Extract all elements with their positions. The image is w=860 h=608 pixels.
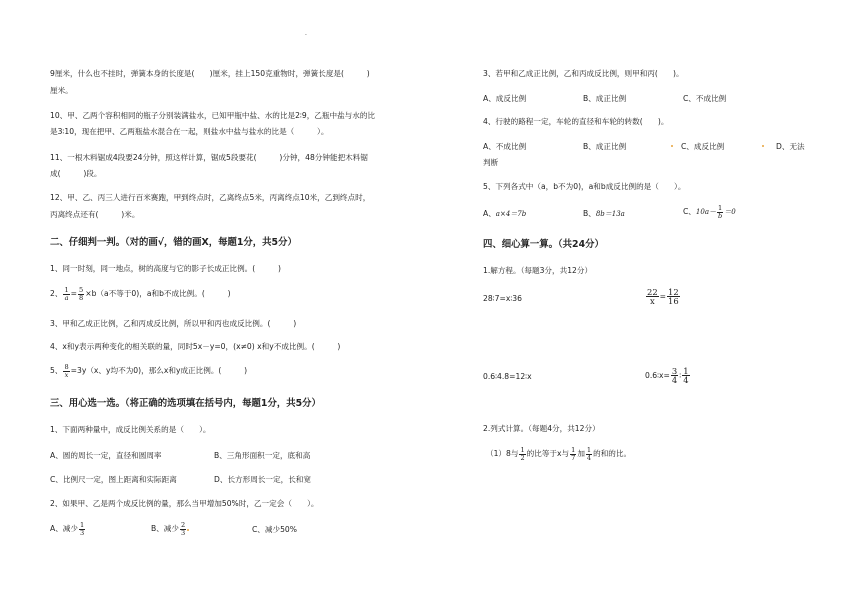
equation-4 <box>645 367 691 385</box>
choice-q1-option-b: B、三角形面积一定，底和高 <box>214 451 311 460</box>
choice-question-1: 1、下面两种量中，成反比例关系的是（ ）。 <box>50 425 211 434</box>
question-11-line2: 成( )段。 <box>50 169 102 178</box>
word-problem-1-suffix: 的和的比。 <box>593 449 632 459</box>
section-4-sub-1: 1.解方程。（每题3分，共12分） <box>483 266 593 275</box>
right-q5-b-label: B、 <box>583 209 596 218</box>
equation-4-sep: ∶ <box>679 370 682 380</box>
choice-q2-option-a <box>50 522 86 536</box>
judge-q5-prefix: 5、 <box>50 366 63 376</box>
choice-q2-a-label: A、减少 <box>50 524 78 534</box>
question-12-line1: 12、甲、乙、丙三人进行百米赛跑，甲到终点时，乙离终点5米，丙离终点10米，乙到终点时， <box>50 193 371 202</box>
right-q4-option-d-cont: 判断 <box>483 158 499 167</box>
section-4-heading: 四、细心算一算。（共24分） <box>483 239 604 250</box>
section-4-sub-2: 2.列式计算。（每题4分，共12分） <box>483 424 600 433</box>
right-q4-option-d: D、无法 <box>776 142 805 151</box>
right-q3-option-b: B、成正比例 <box>583 94 627 103</box>
fraction-1-over-2: $\frac{1}{2}$ <box>520 446 525 462</box>
right-q5-b-expr: 8b＝13a <box>595 210 625 218</box>
question-10-line2: 是3∶10，现在把甲、乙两瓶盐水混合在一起，则盐水中盐与盐水的比是（ ）。 <box>50 127 329 136</box>
right-q5-c-expr-pre: 10a－ <box>695 208 716 217</box>
choice-question-2: 2、如果甲、乙是两个成反比例的量，那么当甲增加50%时，乙一定会（ ）。 <box>50 499 319 508</box>
equation-2-eq: = <box>659 291 667 301</box>
fraction-12-over-16: $\frac{12}{16}$ <box>668 287 679 307</box>
word-problem-1-mid1: 的比等于x与 <box>526 449 570 459</box>
fraction-1-over-a: $\frac{1}{a}$ <box>64 286 69 302</box>
judge-question-4: 4、x和y表示两种变化的相关联的量，同时5x－y=0，(x≠0) x和y不成比例。( ) <box>50 342 341 351</box>
word-problem-1 <box>486 447 631 461</box>
right-q3-option-a: A、成反比例 <box>483 94 527 103</box>
judge-q2-suffix: ×b（a不等于0)，a和b不成比例。( ) <box>85 289 231 299</box>
fraction-22-over-x: $\frac{22}{x}$ <box>647 287 658 307</box>
orange-mark <box>187 529 189 531</box>
question-11-line1: 11、一根木料锯成4段要24分钟，照这样计算，锯成5段要花( )分钟，48分钟能把木料锯 <box>50 153 368 162</box>
right-question-5: 5、下列各式中（a，b不为0)，a和b成反比例的是（ ）。 <box>483 182 686 191</box>
judge-q5-suffix: =3y（x、y均不为0)，那么x和y成正比例。( ) <box>70 366 248 376</box>
right-q4-option-c: C、成反比例 <box>681 142 725 151</box>
judge-q2-prefix: 2、 <box>50 289 63 299</box>
judge-question-5 <box>50 364 247 378</box>
right-q5-c-expr-post: ＝0 <box>724 208 736 217</box>
fraction-1-over-4: $\frac{1}{4}$ <box>683 366 689 386</box>
judge-question-1: 1、同一时刻，同一地点，树的高度与它的影子长成正比例。( ) <box>50 264 281 273</box>
right-q5-a-expr: a×4＝7b <box>495 210 527 218</box>
judge-question-2 <box>50 287 231 301</box>
right-q3-option-c: C、不成比例 <box>683 94 727 103</box>
right-q5-option-a <box>483 209 526 218</box>
choice-q2-b-label: B、减少 <box>151 524 179 534</box>
choice-q1-option-a: A、圆的周长一定，直径和圆周率 <box>50 451 162 460</box>
question-9-line2: 厘米。 <box>50 86 73 95</box>
section-2-heading: 二、仔细判一判。（对的画√，错的画X，每题1分，共5分） <box>50 237 297 248</box>
fraction-8-over-x: $\frac{8}{x}$ <box>64 363 69 379</box>
fraction-2-over-3: $\frac{2}{3}$ <box>181 521 186 537</box>
fraction-1-over-b: $\frac{1}{b}$ <box>718 204 723 220</box>
right-question-3: 3、若甲和乙成正比例，乙和丙成反比例，则甲和丙( )。 <box>483 69 684 78</box>
judge-q2-eq: = <box>70 289 78 299</box>
judge-question-3: 3、甲和乙成正比例，乙和丙成反比例，所以甲和丙也成反比例。( ) <box>50 319 297 328</box>
fraction-3-over-4: $\frac{3}{4}$ <box>671 366 678 386</box>
question-9-line1: 9厘米，什么也不挂时，弹簧本身的长度是( )厘米，挂上150克重物时，弹簧长度是( ) <box>50 69 370 78</box>
equation-1: 28∶7=x∶36 <box>483 294 522 303</box>
choice-q1-option-c: C、比例尺一定，图上距离和实际距离 <box>50 475 177 484</box>
choice-q2-option-c: C、减少50% <box>252 525 297 534</box>
orange-mark <box>671 145 673 147</box>
equation-2 <box>645 288 681 306</box>
choice-q2-option-b <box>151 522 187 536</box>
fraction-5-over-8: $\frac{5}{8}$ <box>79 286 84 302</box>
right-q5-option-b <box>583 209 625 218</box>
fraction-1-over-3: $\frac{1}{3}$ <box>79 521 85 537</box>
top-mark: . <box>305 30 307 37</box>
fraction-1-over-7: $\frac{1}{7}$ <box>571 446 576 462</box>
right-question-4: 4、行驶的路程一定，车轮的直径和车轮的转数( )。 <box>483 117 669 126</box>
orange-mark <box>762 145 764 147</box>
right-q4-option-a: A、不成比例 <box>483 142 527 151</box>
fraction-1-over-4: $\frac{1}{4}$ <box>586 446 592 462</box>
right-q5-a-label: A、 <box>483 209 496 218</box>
word-problem-1-prefix: （1）8与 <box>486 449 519 459</box>
right-q5-c-label: C、 <box>683 207 696 217</box>
section-3-heading: 三、用心选一选。（将正确的选项填在括号内，每题1分，共5分） <box>50 398 321 409</box>
equation-3: 0.6∶4.8=12∶x <box>483 372 532 381</box>
question-12-line2: 丙离终点还有( )米。 <box>50 210 140 219</box>
equation-4-prefix: 0.6∶x= <box>645 370 670 380</box>
choice-q1-option-d: D、长方形周长一定，长和宽 <box>214 475 311 484</box>
question-10-line1: 10、甲、乙两个容积相同的瓶子分别装满盐水，已知甲瓶中盐、水的比是2∶9，乙瓶中盐与水的比 <box>50 111 376 120</box>
right-q5-option-c <box>683 205 736 219</box>
right-q4-option-b: B、成正比例 <box>583 142 627 151</box>
word-problem-1-mid2: 加 <box>577 449 585 459</box>
